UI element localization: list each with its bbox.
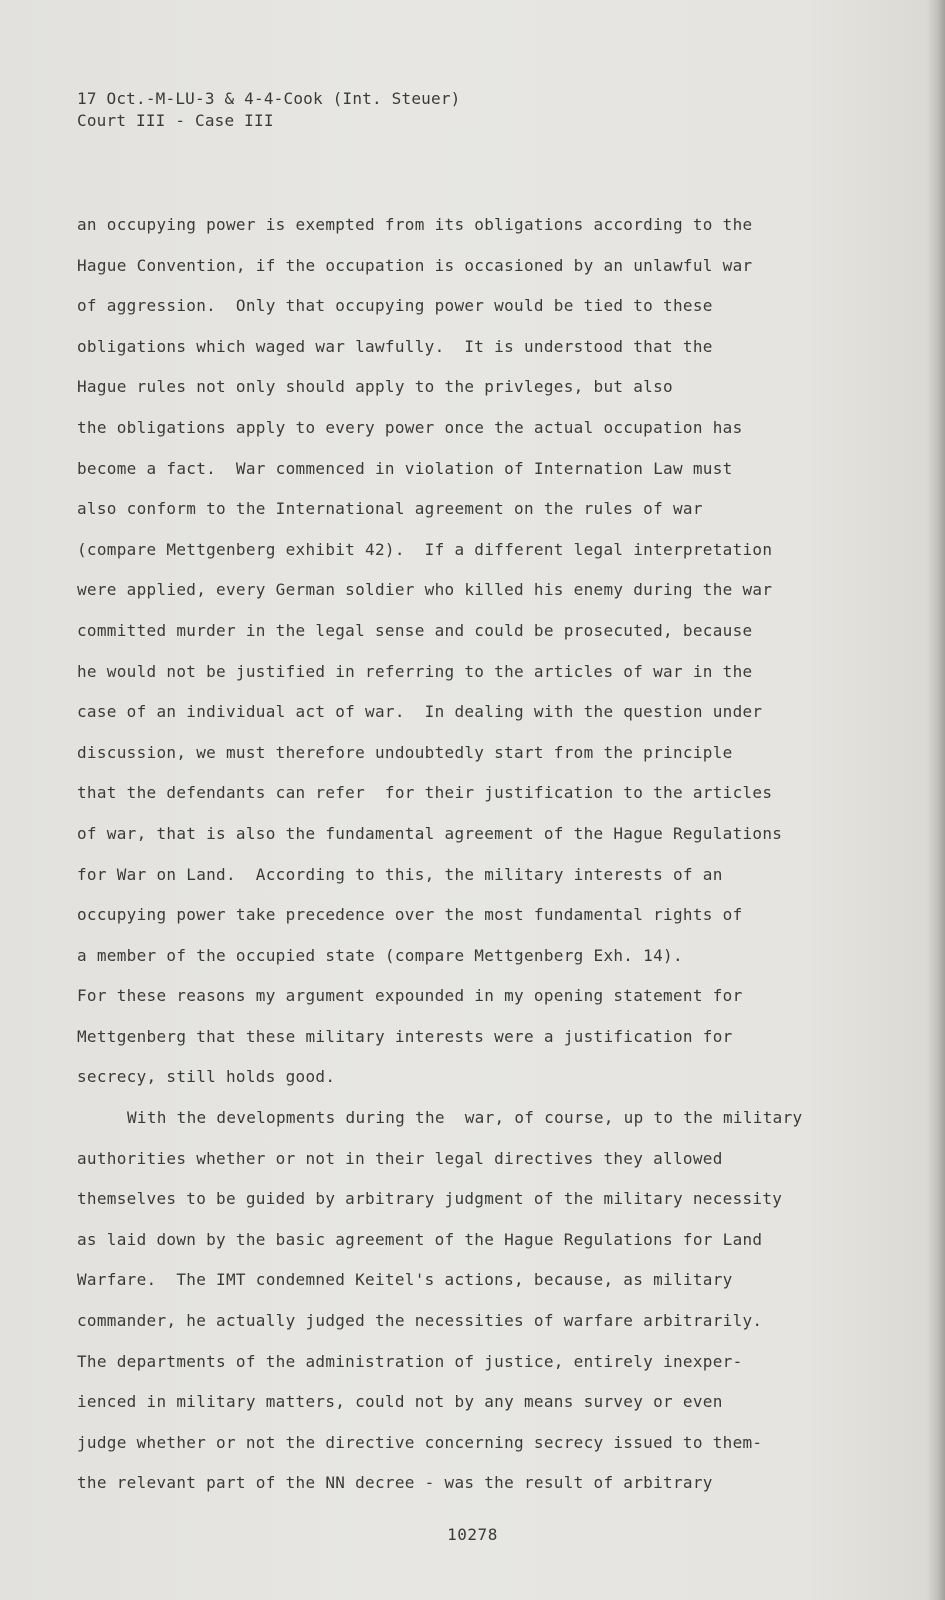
- text-line: of war, that is also the fundamental agreement of the Hague Regulations: [77, 823, 783, 843]
- text-line: were applied, every German soldier who killed his enemy during the war: [77, 580, 773, 600]
- text-line: also conform to the International agreement on the rules of war: [77, 499, 703, 519]
- text-line: of aggression. Only that occupying power would be tied to these: [77, 296, 713, 316]
- document-header: [77, 88, 460, 132]
- text-line: For these reasons my argument expounded in my opening statement for: [77, 986, 743, 1006]
- text-line: Hague rules not only should apply to the privleges, but also: [77, 377, 673, 397]
- text-line: judge whether or not the directive concerning secrecy issued to them-: [77, 1432, 763, 1452]
- text-line: a member of the occupied state (compare Mettgenberg Exh. 14).: [77, 945, 683, 965]
- text-line: discussion, we must therefore undoubtedly start from the principle: [77, 742, 733, 762]
- text-line: he would not be justified in referring to the articles of war in the: [77, 661, 753, 681]
- text-line: Warfare. The IMT condemned Keitel's actions, because, as military: [77, 1270, 733, 1290]
- page-number: 10278: [447, 1525, 498, 1544]
- text-line: the obligations apply to every power once the actual occupation has: [77, 417, 743, 437]
- text-line: secrecy, still holds good.: [77, 1067, 336, 1087]
- page-edge-shadow: [927, 0, 945, 1600]
- text-line: (compare Mettgenberg exhibit 42). If a different legal interpretation: [77, 539, 773, 559]
- paragraph-start-line: With the developments during the war, of course, up to the military: [127, 1108, 803, 1128]
- text-line: The departments of the administration of justice, entirely inexper-: [77, 1351, 743, 1371]
- text-line: occupying power take precedence over the most fundamental rights of: [77, 905, 743, 925]
- text-line: Hague Convention, if the occupation is occasioned by an unlawful war: [77, 255, 753, 275]
- text-line: Mettgenberg that these military interests were a justification for: [77, 1026, 733, 1046]
- text-line: committed murder in the legal sense and could be prosecuted, because: [77, 620, 753, 640]
- text-line: commander, he actually judged the necessities of warfare arbitrarily.: [77, 1311, 763, 1331]
- text-line: become a fact. War commenced in violation of Internation Law must: [77, 458, 733, 478]
- document-body: [77, 214, 837, 1513]
- text-line: case of an individual act of war. In dealing with the question under: [77, 702, 763, 722]
- text-line: the relevant part of the NN decree - was the result of arbitrary: [77, 1473, 713, 1493]
- header-line-reference: 17 Oct.-M-LU-3 & 4-4-Cook (Int. Steuer): [77, 89, 461, 108]
- text-line: as laid down by the basic agreement of the Hague Regulations for Land: [77, 1229, 763, 1249]
- text-line: obligations which waged war lawfully. It is understood that the: [77, 336, 713, 356]
- text-line: authorities whether or not in their legal directives they allowed: [77, 1148, 723, 1168]
- text-line: an occupying power is exempted from its obligations according to the: [77, 215, 753, 234]
- header-line-court: Court III - Case III: [77, 111, 274, 130]
- text-line: ienced in military matters, could not by any means survey or even: [77, 1392, 723, 1412]
- text-line: for War on Land. According to this, the military interests of an: [77, 864, 723, 884]
- text-line: that the defendants can refer for their justification to the articles: [77, 783, 773, 803]
- text-line: themselves to be guided by arbitrary judgment of the military necessity: [77, 1189, 783, 1209]
